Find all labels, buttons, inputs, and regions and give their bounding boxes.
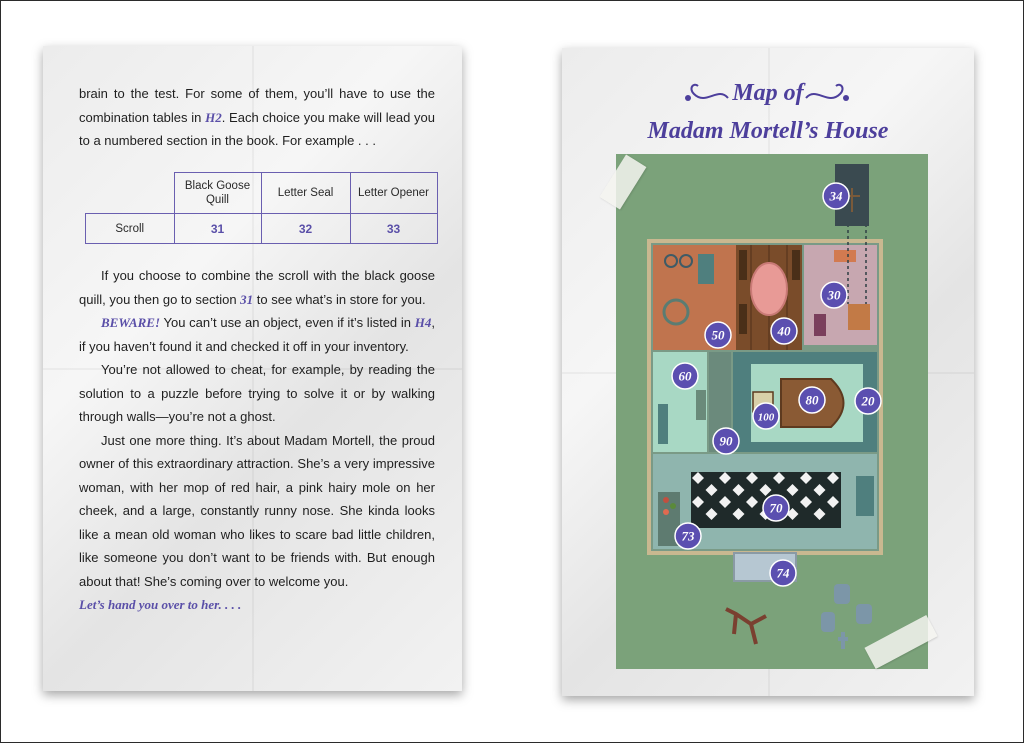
combination-table (85, 172, 438, 244)
text-run: to see what’s in store for you. (253, 291, 426, 307)
grave-icon (856, 604, 872, 624)
paragraph: You’re not allowed to cheat, for example, by reading the solution to a puzzle before trying to solve it or by walking through walls—you’re not a ghost. (79, 362, 435, 424)
map-marker-label: 73 (681, 528, 695, 544)
text-run: brain to the test. For some of them, you’ll have to use the combination tables in (79, 86, 435, 125)
text-run: . Each choice you make will lead you to a numbered section in the book. For example . . . (79, 109, 435, 148)
section-reference: 31 (240, 291, 254, 307)
house-map (616, 154, 928, 669)
text-run: If you choose to combine the scroll with the black goose quill, you then go to section (79, 268, 435, 307)
section-reference: H4 (414, 315, 432, 330)
left-book-page (43, 46, 462, 691)
text-run: You can’t use an object, even if it’s listed in (160, 315, 415, 330)
table-cell: 32 (261, 214, 350, 244)
table-row (86, 214, 438, 244)
map-marker-100 (753, 403, 779, 429)
section-reference: H2 (205, 109, 222, 125)
table-cell: 33 (350, 214, 437, 244)
right-book-page (562, 48, 974, 696)
map-marker-40 (771, 318, 797, 344)
right-flourish-icon (804, 76, 854, 110)
map-marker-label: 74 (776, 565, 790, 581)
text-run: , if you haven’t found it and checked it off in your inventory. (79, 315, 435, 354)
map-marker-74 (770, 560, 796, 586)
map-marker-label: 34 (829, 188, 843, 204)
map-marker-34 (823, 183, 849, 209)
paragraph (79, 264, 435, 311)
map-marker-label: 70 (769, 500, 783, 516)
oval-rug (751, 263, 787, 315)
paragraph (79, 311, 435, 358)
map-marker-label: 20 (861, 393, 875, 409)
bench (856, 476, 874, 516)
table-row-label: Scroll (86, 214, 175, 244)
intro-paragraph (79, 82, 435, 153)
paragraph: Just one more thing. It’s about Madam Mortell, the proud owner of this extraordinary attraction. She’s a very impressive woman, with her mop of red hair, a pink hairy mole on her cheek, and a large, constantly runny nose. She kinda looks like a mean old woman who likes to scare bad little children, like someone you don’t want to be friends with. But enough about that! She’s coming over to welcome you. (79, 432, 435, 589)
chest (848, 304, 870, 330)
table-cell: 31 (174, 214, 261, 244)
map-marker-label: 30 (827, 287, 841, 303)
map-marker-label: 80 (805, 392, 819, 408)
grave-icon (821, 612, 835, 632)
table-corner (86, 173, 175, 214)
map-marker-30 (821, 282, 847, 308)
map-marker-80 (799, 387, 825, 413)
table-header-cell: Black Goose Quill (174, 173, 261, 214)
beware-label: BEWARE! (101, 315, 161, 330)
map-marker-label: 90 (719, 433, 733, 449)
table-header-cell: Letter Seal (261, 173, 350, 214)
map-marker-70 (763, 495, 789, 521)
map-marker-label: 40 (777, 323, 791, 339)
closing-line: Let’s hand you over to her. . . . (79, 597, 242, 612)
map-marker-90 (713, 428, 739, 454)
map-title-line2: Madam Mortell’s House (647, 118, 889, 144)
map-marker-label: 60 (678, 368, 692, 384)
map-title-line1: Map of (732, 80, 804, 106)
map-marker-20 (855, 388, 881, 414)
grave-icon (834, 584, 850, 604)
chair (814, 314, 826, 336)
cabinet (698, 254, 714, 284)
map-marker-50 (705, 322, 731, 348)
map-marker-label: 50 (711, 327, 725, 343)
table-header-cell: Letter Opener (350, 173, 437, 214)
map-marker-label: 100 (757, 411, 775, 424)
map-marker-73 (675, 523, 701, 549)
map-marker-60 (672, 363, 698, 389)
desk (834, 250, 856, 262)
body-text (79, 264, 435, 617)
table-header-row (86, 173, 438, 214)
